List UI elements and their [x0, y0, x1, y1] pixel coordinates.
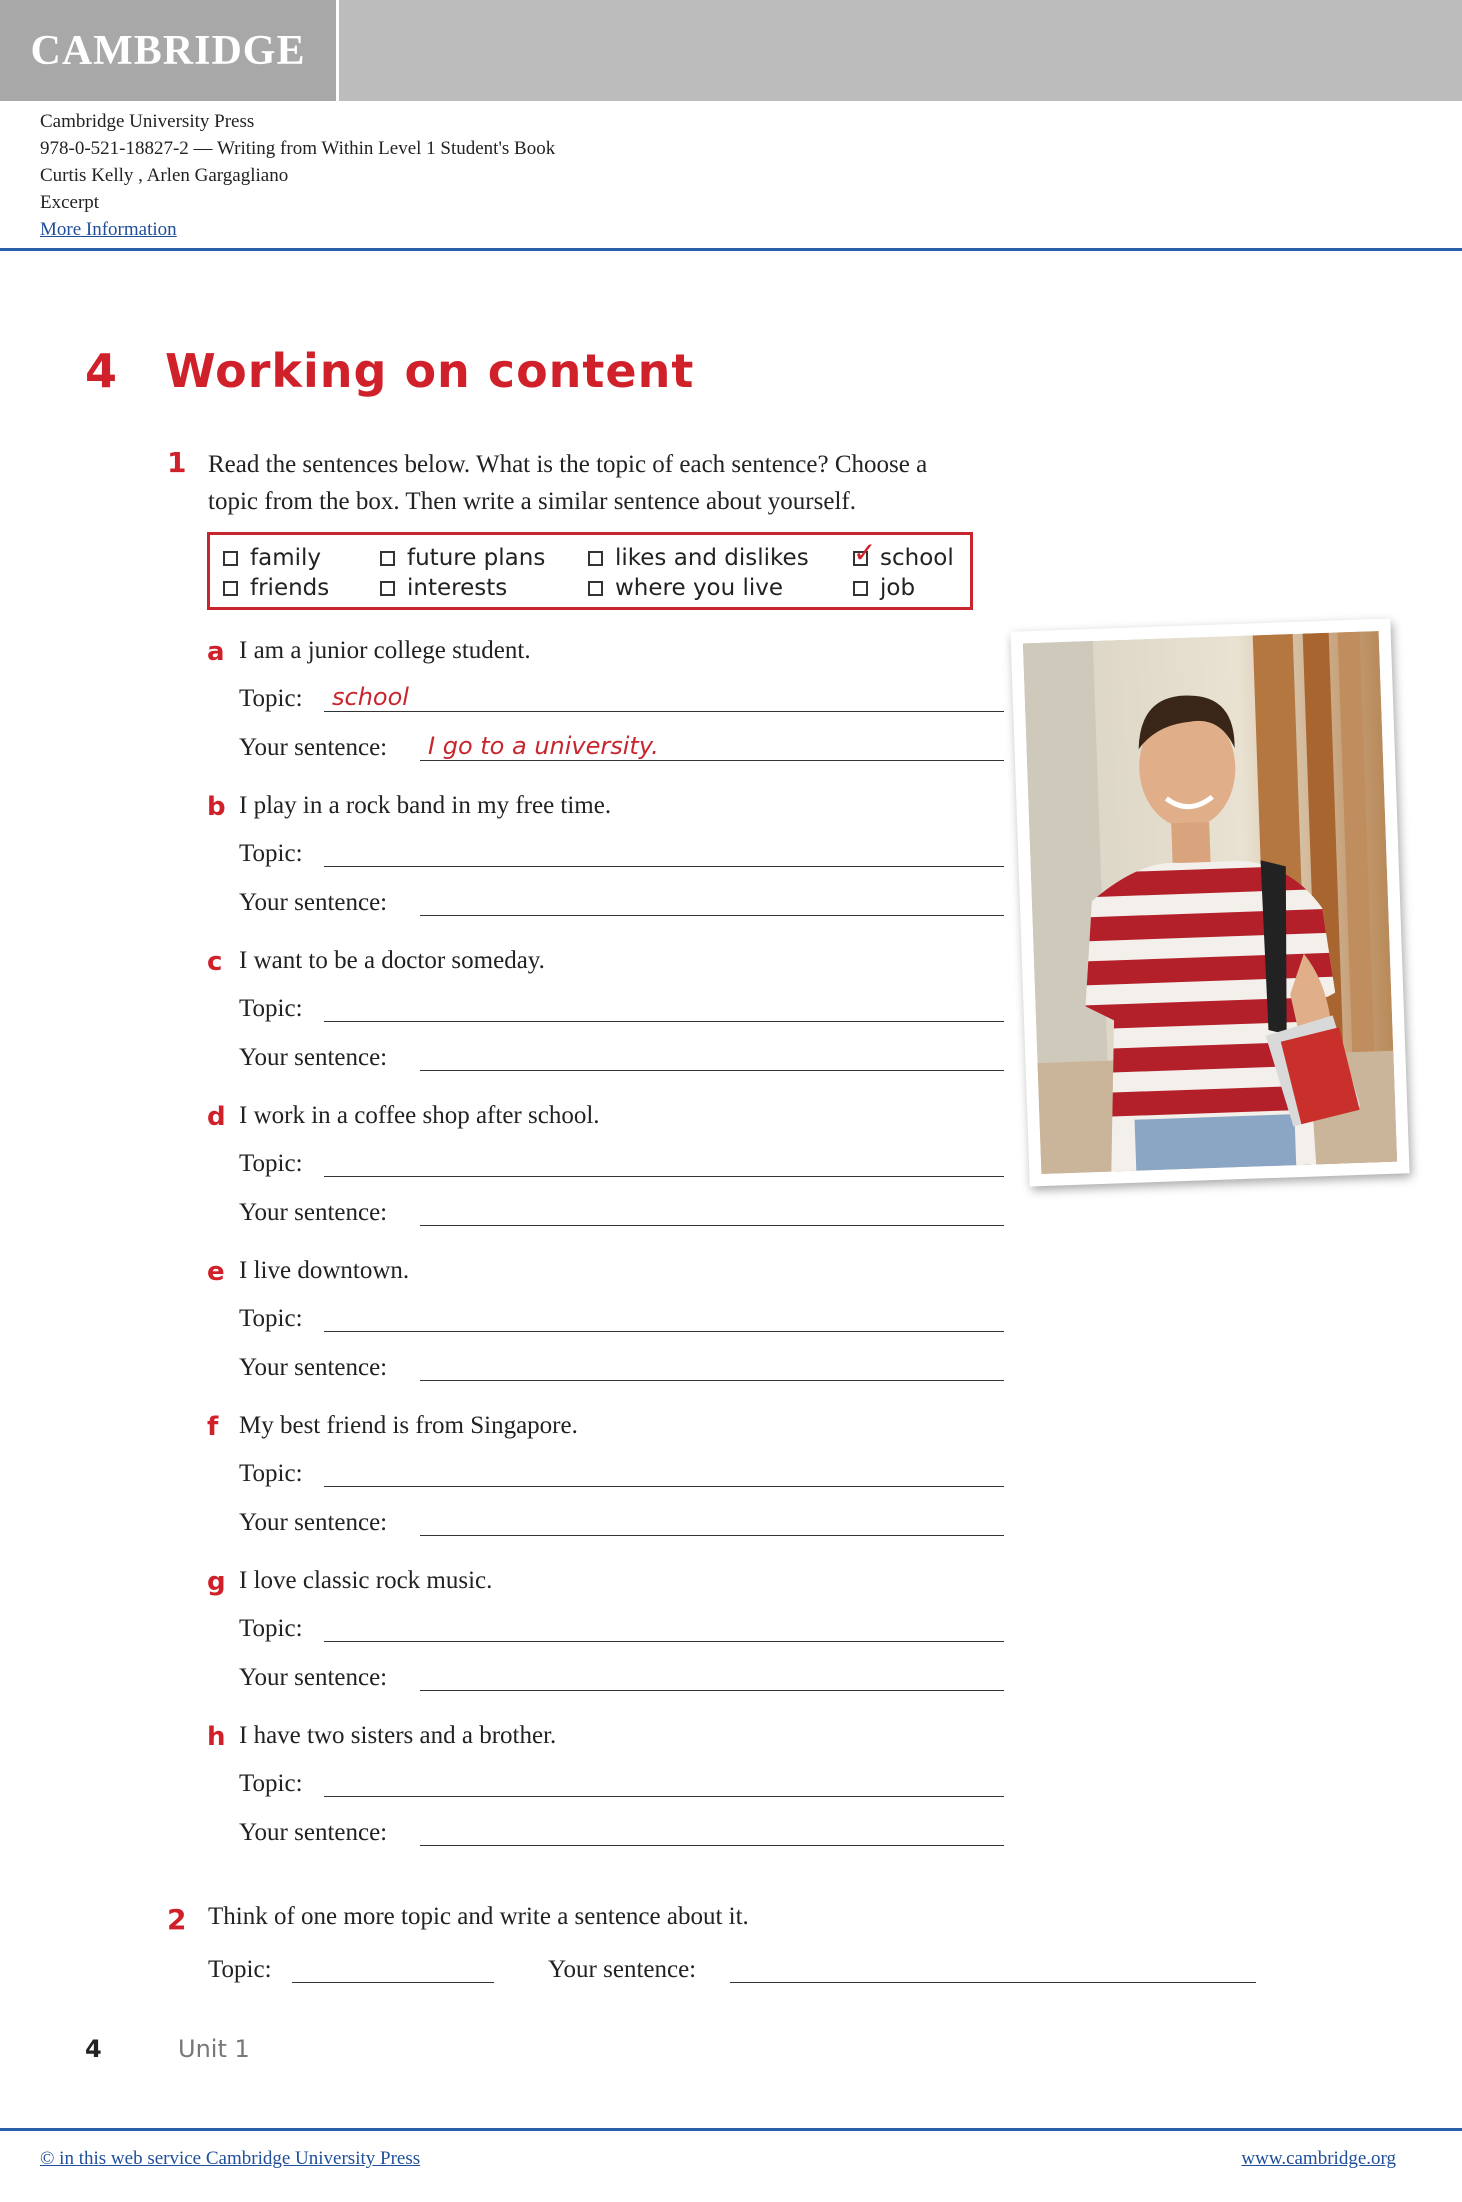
topic-answer-line[interactable]	[324, 1458, 1004, 1487]
section-title: Working on content	[165, 344, 695, 398]
sentence-label: Your sentence:	[239, 1664, 388, 1691]
instruction-line-1: Read the sentences below. What is the topic of each sentence? Choose a	[208, 451, 928, 478]
more-information-link[interactable]: More Information	[40, 219, 177, 240]
sentence-answer	[420, 1197, 428, 1225]
item-sentence: I work in a coffee shop after school.	[239, 1102, 600, 1129]
topic-answer-line[interactable]	[324, 1768, 1004, 1797]
cambridge-logo	[0, 0, 339, 101]
sentence-answer	[420, 887, 428, 915]
topic-answer	[324, 1148, 332, 1176]
topic-answer	[324, 1303, 332, 1331]
topic-option-friends[interactable]: friends	[223, 575, 329, 601]
topic-answer	[324, 838, 332, 866]
exercise-item-d	[207, 1102, 1007, 1252]
topic-option-school[interactable]: ✓ school	[853, 535, 954, 571]
sentence-label: Your sentence:	[239, 889, 388, 916]
page-number: 4	[85, 2035, 102, 2063]
item-letter: f	[207, 1412, 219, 1442]
sentence-answer-line[interactable]	[420, 1507, 1004, 1536]
footer-divider	[0, 2128, 1462, 2131]
item-sentence: My best friend is from Singapore.	[239, 1412, 578, 1439]
sentence-answer: I go to a university.	[428, 732, 659, 760]
checkbox-icon[interactable]	[380, 551, 395, 566]
item-sentence: I am a junior college student.	[239, 637, 531, 664]
topic-answer: school	[332, 683, 409, 711]
topic-answer	[324, 1768, 332, 1796]
header-divider	[0, 248, 1462, 251]
topic-label: Topic:	[239, 1460, 303, 1487]
sentence-answer-line[interactable]	[420, 1042, 1004, 1071]
topic-option-likes-and-dislikes[interactable]: likes and dislikes	[588, 545, 809, 571]
website-link[interactable]: www.cambridge.org	[1241, 2148, 1396, 2169]
item-sentence: I love classic rock music.	[239, 1567, 493, 1594]
item-sentence: I play in a rock band in my free time.	[239, 792, 612, 819]
exercise-item-h	[207, 1722, 1007, 1872]
book-meta	[40, 108, 555, 243]
checkbox-icon[interactable]	[223, 551, 238, 566]
sentence-answer-line[interactable]	[420, 887, 1004, 916]
topic-label: Topic:	[239, 1770, 303, 1797]
topic-answer	[324, 1458, 332, 1486]
student-photo	[1010, 619, 1409, 1187]
unit-label: Unit 1	[178, 2035, 250, 2063]
topic-label: Topic:	[239, 840, 303, 867]
topic-option-interests[interactable]: interests	[380, 575, 507, 601]
checkbox-icon[interactable]	[588, 551, 603, 566]
exercise-1-instruction	[208, 446, 1068, 520]
sentence-answer-line[interactable]	[420, 1352, 1004, 1381]
topic-answer-line[interactable]	[324, 1303, 1004, 1332]
sentence-label: Your sentence:	[239, 734, 388, 761]
item-letter: d	[207, 1102, 226, 1132]
isbn-title: 978-0-521-18827-2 — Writing from Within Level 1 Student's Book	[40, 138, 556, 159]
item-letter: c	[207, 947, 223, 977]
instruction-line-2: topic from the box. Then write a similar sentence about yourself.	[208, 488, 856, 515]
item-letter: g	[207, 1567, 226, 1597]
sentence-answer	[420, 1507, 428, 1535]
section-number: 4	[85, 344, 118, 398]
exercise-item-f	[207, 1412, 1007, 1562]
exercise-2-number: 2	[167, 1903, 187, 1936]
exercise-2-topic-label: Topic:	[208, 1956, 272, 1983]
topic-label: Topic:	[239, 995, 303, 1022]
checkbox-icon[interactable]	[588, 581, 603, 596]
topic-label: Topic:	[239, 1615, 303, 1642]
item-letter: h	[207, 1722, 226, 1752]
sentence-answer-line[interactable]	[420, 1817, 1004, 1846]
sentence-label: Your sentence:	[239, 1509, 388, 1536]
exercise-item-a	[207, 637, 1007, 787]
topic-label: Topic:	[239, 1150, 303, 1177]
sentence-label: Your sentence:	[239, 1199, 388, 1226]
logo-text: CAMBRIDGE	[30, 27, 306, 74]
topic-label: Topic:	[239, 1305, 303, 1332]
sentence-label: Your sentence:	[239, 1354, 388, 1381]
sentence-answer-line[interactable]	[420, 1197, 1004, 1226]
exercise-2-instruction: Think of one more topic and write a sentence about it.	[208, 1903, 749, 1930]
topic-answer-line[interactable]	[324, 993, 1004, 1022]
topic-option-future-plans[interactable]: future plans	[380, 545, 545, 571]
exercise-item-g	[207, 1567, 1007, 1717]
copyright-link[interactable]: © in this web service Cambridge University Press	[40, 2148, 421, 2169]
sentence-answer-line[interactable]	[420, 1662, 1004, 1691]
topic-box	[207, 532, 973, 610]
sentence-answer	[420, 1352, 428, 1380]
exercise-2-sentence-label: Your sentence:	[548, 1956, 697, 1983]
topic-answer	[324, 993, 332, 1021]
sentence-answer	[420, 1817, 428, 1845]
topic-option-job[interactable]: job	[853, 575, 915, 601]
authors: Curtis Kelly , Arlen Gargagliano	[40, 165, 289, 186]
publisher: Cambridge University Press	[40, 111, 255, 132]
sentence-answer-line[interactable]	[420, 732, 1004, 761]
exercise-1-number: 1	[167, 446, 187, 479]
sentence-answer	[420, 1662, 428, 1690]
sentence-answer	[420, 1042, 428, 1070]
exercise-item-e	[207, 1257, 1007, 1407]
topic-answer	[324, 1613, 332, 1641]
topic-answer-line[interactable]	[324, 683, 1004, 712]
student-illustration	[1023, 631, 1397, 1174]
topic-answer-line[interactable]	[324, 838, 1004, 867]
item-sentence: I have two sisters and a brother.	[239, 1722, 557, 1749]
sentence-label: Your sentence:	[239, 1819, 388, 1846]
topic-option-family[interactable]: family	[223, 545, 321, 571]
exercise-item-c	[207, 947, 1007, 1097]
excerpt-label: Excerpt	[40, 192, 100, 213]
checked-checkbox-icon[interactable]	[853, 535, 877, 569]
item-letter: b	[207, 792, 226, 822]
item-sentence: I want to be a doctor someday.	[239, 947, 545, 974]
item-letter: e	[207, 1257, 225, 1287]
topic-label: Topic:	[239, 685, 303, 712]
topic-answer-line[interactable]	[324, 1613, 1004, 1642]
sentence-label: Your sentence:	[239, 1044, 388, 1071]
topic-answer-line[interactable]	[324, 1148, 1004, 1177]
exercise-2-sentence-line[interactable]	[730, 1954, 1256, 1983]
item-sentence: I live downtown.	[239, 1257, 410, 1284]
checkbox-icon[interactable]	[380, 581, 395, 596]
topic-option-where-you-live[interactable]: where you live	[588, 575, 783, 601]
item-letter: a	[207, 637, 225, 667]
checkbox-icon[interactable]	[223, 581, 238, 596]
checkmark-icon: ✓	[853, 535, 877, 569]
exercise-2-topic-line[interactable]	[292, 1954, 494, 1983]
checkbox-icon[interactable]	[853, 581, 868, 596]
exercise-item-b	[207, 792, 1007, 942]
